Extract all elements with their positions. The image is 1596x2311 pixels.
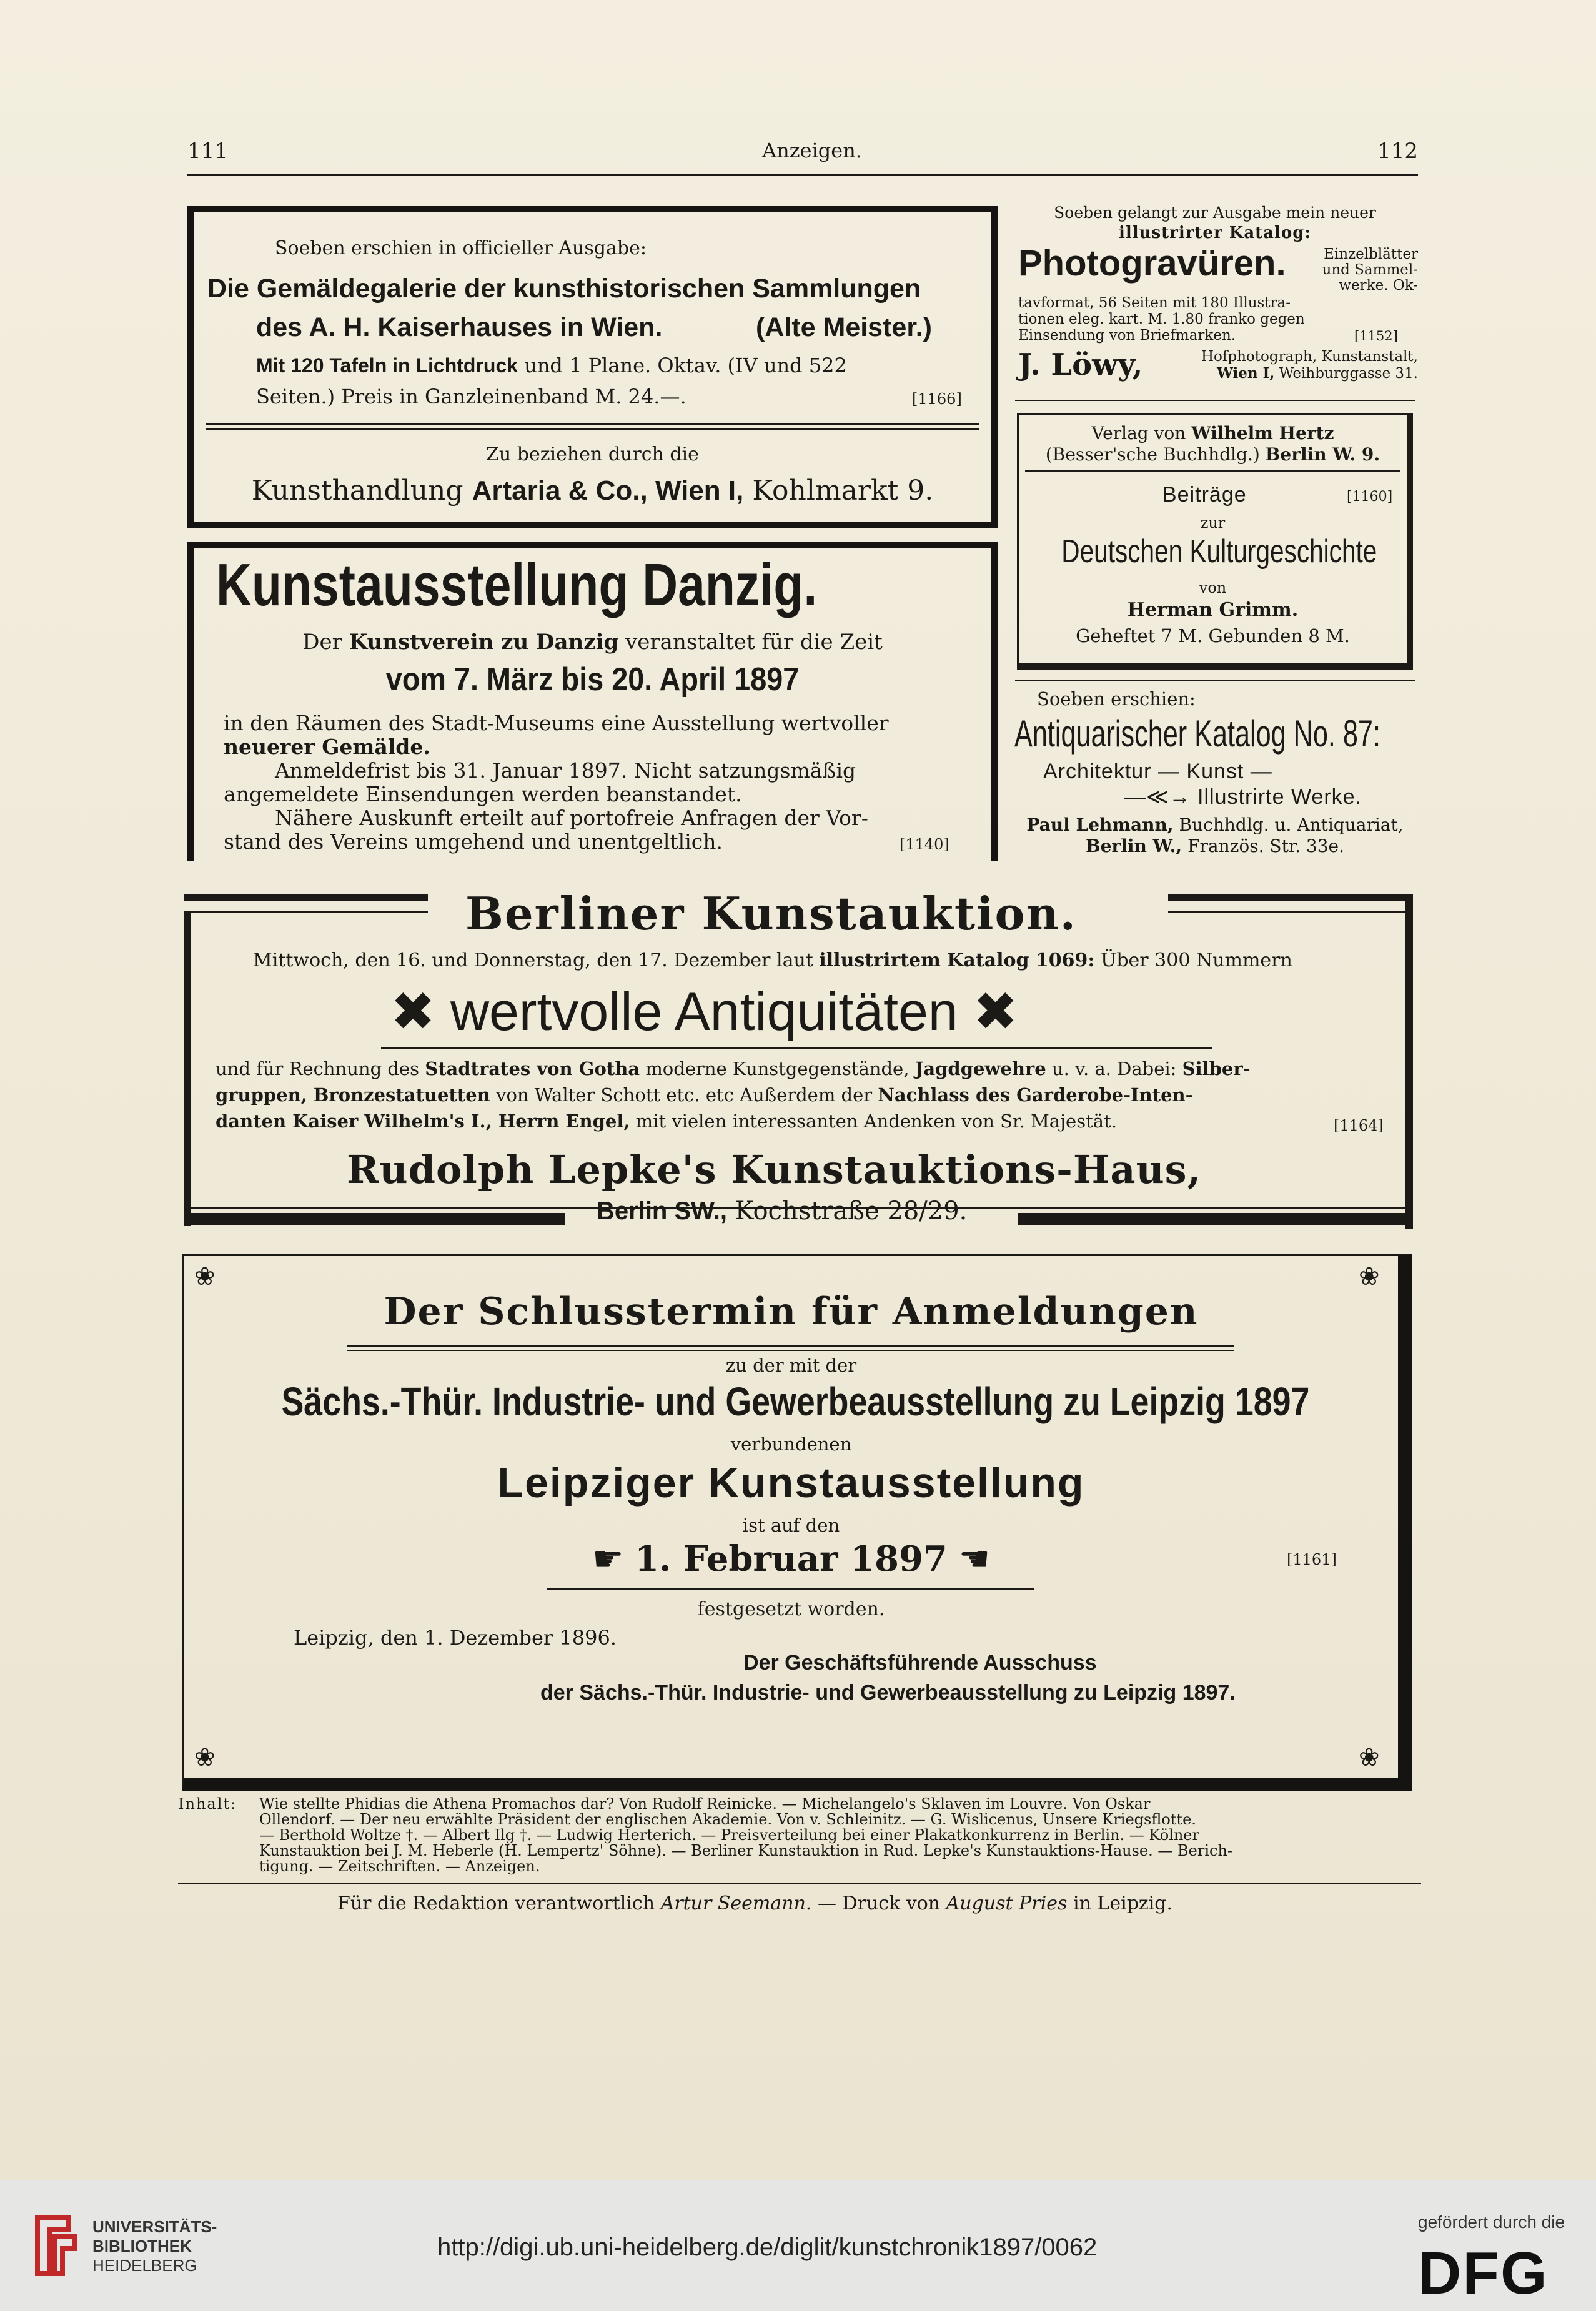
university-library-name[interactable] [92, 2217, 217, 2275]
lehmann-line-3 [1124, 784, 1362, 809]
hertz-price: Geheftet 7 M. Gebunden 8 M. [1076, 625, 1350, 646]
lepke-l2a: und für Rechnung des [216, 1058, 419, 1079]
lepke-line-4 [216, 1111, 1117, 1132]
lepke-frame-top-left-2 [184, 911, 428, 913]
lehmann-title: Antiquarischer Katalog No. 87: [1014, 713, 1380, 755]
danzig-der: Der [302, 630, 342, 655]
leipzig-sign-1: Der Geschäftsführende Ausschuss [743, 1651, 1097, 1675]
lepke-l4b: mit vielen interessanten Andenken von Sr. Majestät. [635, 1111, 1117, 1132]
leipzig-title-rule-1 [347, 1345, 1234, 1347]
lepke-address [597, 1197, 967, 1225]
lehmann-line-1: Soeben erschien: [1037, 688, 1196, 710]
right-col-divider-2 [1015, 680, 1415, 681]
lepke-frame-bottom-right [1018, 1213, 1413, 1225]
contents-line-2: Ollendorf. — Der neu erwählte Präsident der englischen Akademie. Von v. Schleinitz. — G. Wislicenus, Unsere Kriegsflotte. [259, 1811, 1196, 1828]
leipzig-date-row [184, 1538, 1398, 1580]
leipzig-ref: [1161] [1287, 1551, 1337, 1568]
danzig-line-7: stand des Vereins umgehend und unentgeltlich. [224, 829, 723, 854]
photo-line-1: Soeben gelangt zur Ausgabe mein neuer [1054, 204, 1376, 222]
imprint-c: — Druck von [817, 1893, 941, 1914]
lepke-count: Über 300 Nummern [1101, 949, 1292, 971]
page-number-left: 111 [187, 139, 228, 164]
lib-line-2: BIBLIOTHEK [92, 2237, 192, 2255]
danzig-verein: Kunstverein zu Danzig [349, 630, 619, 655]
ad-lehmann [1012, 685, 1418, 866]
lehmann-illustrirte: Illustrirte Werke. [1197, 785, 1362, 809]
photo-title: Photogravüren. [1018, 243, 1286, 284]
page-number-right: 112 [1377, 139, 1418, 164]
lepke-frame-top-right-2 [1168, 911, 1412, 913]
ornament-bottom-right-icon: ❀ [1359, 1743, 1380, 1772]
photo-line-2: illustrirter Katalog: [1118, 224, 1312, 242]
dfg-logo[interactable]: DFG [1418, 2240, 1549, 2307]
lepke-l2f: Silber- [1182, 1058, 1251, 1079]
leipzig-title-rule-2 [347, 1350, 1234, 1351]
photo-addr-city: Wien I, [1217, 365, 1275, 382]
leipzig-title: Der Schlusstermin für Anmeldungen [384, 1290, 1199, 1334]
photo-line-5: Einsendung von Briefmarken. [1018, 327, 1236, 344]
lepke-frame-top-right [1168, 894, 1412, 901]
leipzig-date-rule [547, 1588, 1034, 1590]
lepke-l2e: u. v. a. Dabei: [1051, 1058, 1177, 1079]
ornament-top-right-icon: ❀ [1359, 1262, 1380, 1291]
photo-side-2: und Sammel- [1322, 262, 1418, 278]
danzig-line-5: angemeldete Einsendungen werden beanstandet. [224, 782, 742, 806]
hertz-title-b: Deutschen Kulturgeschichte [1061, 533, 1377, 570]
danzig-line-2: in den Räumen des Stadt-Museums eine Ausstellung wertvoller [224, 711, 889, 735]
galerie-ref: [1166] [912, 390, 962, 408]
hertz-zur: zur [1200, 514, 1226, 532]
lepke-line-2 [216, 1058, 1251, 1079]
hertz-publisher-label: Verlag von [1091, 423, 1186, 443]
photo-ref: [1152] [1354, 329, 1398, 344]
galerie-title-1: Die Gemäldegalerie der kunsthistorischen Sammlungen [207, 274, 921, 304]
lepke-house: Rudolph Lepke's Kunstauktions-Haus, [347, 1147, 1202, 1192]
header-rule [187, 174, 1418, 176]
lepke-l2b: Stadtrates von Gotha [425, 1058, 640, 1079]
photo-side-3: werke. Ok- [1339, 277, 1418, 294]
viewer-footer [0, 2180, 1596, 2311]
contents-line-1: Wie stellte Phidias die Athena Promachos dar? Von Rudolf Reinicke. — Michelangelo's Sklaven im Louvre. Von Oskar [259, 1795, 1151, 1813]
hertz-divider [1025, 470, 1400, 472]
page-header-title: Anzeigen. [762, 139, 862, 162]
contents-label: Inhalt: [178, 1795, 237, 1813]
lehmann-shop: Buchhdlg. u. Antiquariat, [1179, 814, 1404, 835]
photo-addr-2 [1149, 365, 1418, 382]
leipzig-line-1: zu der mit der [725, 1355, 857, 1376]
lehmann-city: Berlin W., [1085, 836, 1182, 856]
leipzig-line-4: Leipziger Kunstausstellung [497, 1459, 1085, 1507]
hertz-von: von [1199, 579, 1227, 596]
danzig-ref: [1140] [900, 836, 949, 853]
ad-berliner-kunstauktion [184, 887, 1412, 1229]
hertz-author: Herman Grimm. [1127, 599, 1299, 621]
imprint-a: Für die Redaktion verantwortlich [337, 1893, 655, 1914]
lehmann-name: Paul Lehmann, [1026, 814, 1174, 835]
danzig-title: Kunstausstellung Danzig. [216, 552, 818, 618]
galerie-title-2: des A. H. Kaiserhauses in Wien. [256, 312, 663, 342]
lehmann-line-2: Architektur — Kunst — [1043, 760, 1272, 783]
imprint-e: in Leipzig. [1073, 1893, 1173, 1914]
lepke-city: Berlin SW., [597, 1197, 727, 1225]
lib-line-3: HEIDELBERG [92, 2256, 197, 2275]
galerie-title-2b: (Alte Meister.) [756, 312, 932, 342]
lehmann-line-5 [1012, 836, 1418, 856]
lepke-frame-top-left [184, 894, 428, 901]
photo-name: J. Löwy, [1018, 347, 1143, 382]
leipzig-line-6: festgesetzt worden. [697, 1598, 885, 1620]
ad-kunstausstellung-danzig [187, 542, 998, 861]
ad-hertz [1017, 413, 1413, 670]
lepke-frame-left [184, 911, 191, 1226]
lepke-l3c: Nachlass des Garderobe-Inten- [878, 1084, 1193, 1106]
galerie-line-4: Seiten.) Preis in Ganzleinenband M. 24.—. [256, 385, 686, 408]
galerie-line-3 [256, 354, 847, 377]
pointing-hand-icon: —≪→ [1124, 785, 1191, 809]
lepke-headline: ✖ wertvolle Antiquitäten ✖ [390, 982, 1018, 1042]
galerie-intro: Soeben erschien in officieller Ausgabe: [275, 237, 647, 259]
danzig-line-6: Nähere Auskunft erteilt auf portofreie Anfragen der Vor- [275, 806, 868, 830]
lib-line-1: UNIVERSITÄTS- [92, 2217, 217, 2236]
hertz-ref: [1160] [1347, 489, 1393, 505]
hertz-publisher: Wilhelm Hertz [1191, 423, 1334, 443]
lepke-line-3 [216, 1084, 1193, 1106]
lepke-line-1 [253, 949, 1292, 971]
galerie-dealer-c: Kohlmarkt 9. [752, 475, 934, 507]
lepke-catalog: illustrirtem Katalog 1069: [819, 949, 1095, 971]
photo-addr-street: Weihburggasse 31. [1279, 365, 1418, 382]
hertz-line-1 [1019, 423, 1407, 443]
lepke-title: Berliner Kunstauktion. [465, 887, 1077, 940]
danzig-verein-text: veranstaltet für die Zeit [625, 630, 883, 655]
galerie-dealer-b: Artaria & Co., Wien I, [472, 475, 744, 506]
lepke-l2c: moderne Kunstgegenstände, [645, 1058, 910, 1079]
contents-line-4: Kunstauktion bei J. M. Heberle (H. Lempertz' Söhne). — Berliner Kunstauktion in Rud. Lepke's Kunstauktions-Hause. — Berich- [259, 1842, 1233, 1859]
funded-by-caption: gefördert durch die [1418, 2212, 1565, 2232]
pointing-hand-right-icon: ☛ [592, 1539, 624, 1580]
ad-gemaeldegalerie [187, 206, 998, 528]
leipzig-sign-2: der Sächs.-Thür. Industrie- und Gewerbeausstellung zu Leipzig 1897. [540, 1681, 1236, 1705]
danzig-line-1 [194, 630, 991, 655]
lepke-headline-rule [381, 1047, 1212, 1049]
galerie-via: Zu beziehen durch die [486, 443, 699, 465]
hertz-shop: (Besser'sche Buchhdlg.) [1045, 444, 1260, 465]
hertz-title-a: Beiträge [1162, 483, 1247, 507]
lepke-l3a: gruppen, Bronzestatuetten [216, 1084, 490, 1106]
leipzig-line-3: verbundenen [730, 1433, 852, 1455]
imprint [337, 1893, 1172, 1914]
lehmann-street: Französ. Str. 33e. [1187, 836, 1345, 856]
ornament-bottom-left-icon: ❀ [194, 1743, 216, 1772]
lepke-ref: [1164] [1334, 1117, 1384, 1134]
photo-line-3: tavformat, 56 Seiten mit 180 Illustra- [1018, 295, 1291, 311]
lepke-dates: Mittwoch, den 16. und Donnerstag, den 17. Dezember laut [253, 949, 813, 971]
lepke-frame-bottom-left [184, 1213, 565, 1225]
leipzig-date: 1. Februar 1897 [635, 1538, 948, 1580]
contents-line-5: tigung. — Zeitschriften. — Anzeigen. [259, 1858, 540, 1875]
lepke-l2d: Jagdgewehre [914, 1058, 1046, 1079]
danzig-dates: vom 7. März bis 20. April 1897 [385, 661, 800, 698]
ornament-top-left-icon: ❀ [194, 1262, 216, 1291]
lepke-street: Kochstraße 28/29. [735, 1197, 968, 1225]
imprint-printer: August Pries [946, 1893, 1068, 1914]
galerie-dealer-a: Kunsthandlung [251, 475, 463, 507]
ad-leipzig-kunstausstellung [182, 1254, 1412, 1791]
leipzig-line-2: Sächs.-Thür. Industrie- und Gewerbeausstellung zu Leipzig 1897 [281, 1379, 1310, 1424]
danzig-line-4: Anmeldefrist bis 31. Januar 1897. Nicht satzungsmäßig [275, 758, 856, 783]
galerie-divider-2 [206, 428, 979, 430]
ad-photogravueren [1012, 200, 1418, 393]
contents-line-3: — Berthold Woltze †. — Albert Ilg †. — Ludwig Herterich. — Preisverteilung bei einer Plakatkonkurrenz in Berlin. — Kölner [259, 1826, 1199, 1844]
galerie-divider-1 [206, 423, 979, 425]
lepke-frame-right [1405, 894, 1413, 1229]
university-library-logo-icon[interactable] [25, 2211, 81, 2280]
galerie-plates: Mit 120 Tafeln in Lichtdruck [256, 354, 518, 377]
photo-line-4: tionen eleg. kart. M. 1.80 franko gegen [1018, 311, 1305, 327]
danzig-line-3: neuerer Gemälde. [224, 735, 430, 759]
hertz-line-2 [1019, 444, 1407, 465]
leipzig-place: Leipzig, den 1. Dezember 1896. [294, 1626, 617, 1650]
pointing-hand-left-icon: ☚ [958, 1539, 990, 1580]
lehmann-line-4 [1012, 814, 1418, 835]
galerie-dealer [194, 475, 991, 507]
photo-side-1: Einzelblätter [1324, 246, 1418, 262]
lepke-l4a: danten Kaiser Wilhelm's I., Herrn Engel, [216, 1111, 630, 1132]
imprint-editor: Artur Seemann. [660, 1893, 812, 1914]
galerie-format: und 1 Plane. Oktav. (IV und 522 [524, 354, 847, 377]
lepke-l3b: von Walter Schott etc. etc Außerdem der [496, 1084, 873, 1106]
permalink-url[interactable]: http://digi.ub.uni-heidelberg.de/diglit/kunstchronik1897/0062 [437, 2234, 1098, 2261]
imprint-rule [178, 1883, 1421, 1884]
leipzig-line-5: ist auf den [742, 1515, 840, 1536]
hertz-city: Berlin W. 9. [1265, 444, 1380, 465]
right-col-divider-1 [1015, 400, 1415, 401]
photo-addr-1: Hofphotograph, Kunstanstalt, [1201, 349, 1418, 365]
